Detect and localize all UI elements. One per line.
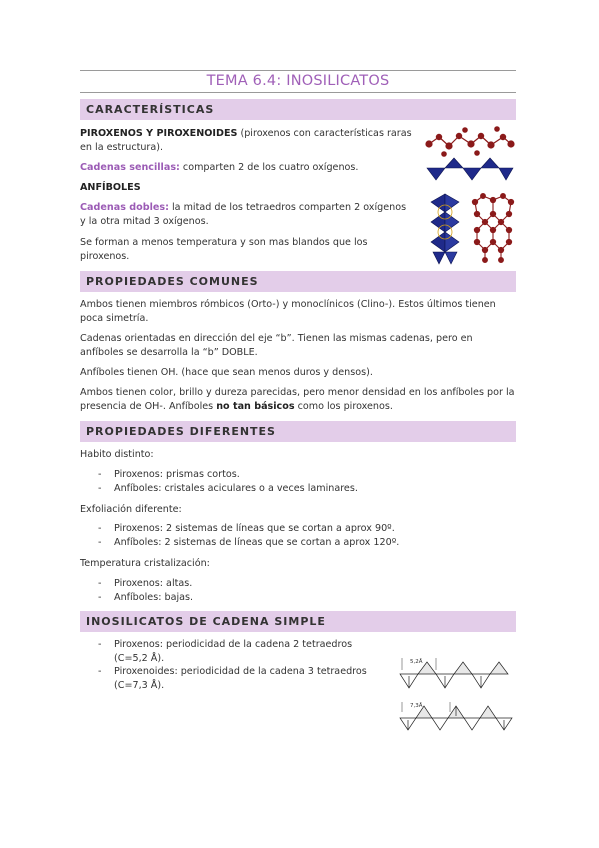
single-chain-tetrahedra: [427, 158, 513, 180]
paragraph-comunes-4: [80, 386, 516, 413]
double-chain-tetrahedra: [431, 194, 459, 264]
paragraph-anfiboles: [80, 181, 416, 195]
comunes-4-pre: Ambos tienen color, brillo y dureza parecidas, pero menor densidad en los anfíboles por la presencia de OH-. Anfíboles: [80, 387, 515, 412]
double-chain-atoms: [472, 194, 513, 263]
paragraph-comunes-3: Anfíboles tienen OH. (hace que sean menos duros y densos).: [80, 367, 373, 378]
chain-periodicity-figure: [398, 652, 516, 734]
piroxenos-bold: PIROXENOS Y PIROXENOIDES: [80, 128, 238, 139]
piroxeno-chain: [400, 662, 508, 688]
section-heading-caracteristicas: CARACTERÍSTICAS: [80, 99, 516, 120]
section-heading-diferentes: PROPIEDADES DIFERENTES: [80, 421, 516, 442]
paragraph-piroxenos: [80, 127, 416, 154]
comunes-4-post: como los piroxenos.: [294, 400, 393, 412]
anfiboles-bold: ANFÍBOLES: [80, 182, 141, 193]
list-item: - Piroxenoides: periodicidad de la cadena 3 tetraedros (C=7,3 Å).: [80, 665, 380, 692]
title-rule-bottom: [80, 92, 516, 93]
habito-list: [80, 468, 516, 495]
list-item: - Piroxenos: altas.: [80, 577, 516, 591]
piroxenoide-chain: [400, 706, 512, 730]
paragraph-comunes-1: Ambos tienen miembros rómbicos (Orto-) y monoclínicos (Clino-). Estos últimos tienen poca simetría.: [80, 299, 496, 324]
habito-label: Habito distinto:: [80, 449, 154, 460]
cadenas-sencillas-label: Cadenas sencillas:: [80, 162, 180, 173]
list-item: - Piroxenos: periodicidad de la cadena 2 tetraedros (C=5,2 Å).: [80, 638, 380, 665]
paragraph-formacion: Se forman a menos temperatura y son mas blandos que los piroxenos.: [80, 237, 368, 262]
list-item: - Piroxenos: prismas cortos.: [80, 468, 516, 482]
page-title: TEMA 6.4: INOSILICATOS: [206, 73, 390, 89]
paragraph-cadenas-sencillas: [80, 161, 416, 175]
list-item: - Anfíboles: 2 sistemas de líneas que se cortan a aprox 120º.: [80, 536, 516, 550]
paragraph-cadenas-dobles: [80, 201, 410, 228]
piroxenos-rest: (piroxenos con características raras en la estructura).: [80, 128, 412, 153]
title-rule-top: [80, 70, 516, 71]
section-heading-comunes: PROPIEDADES COMUNES: [80, 271, 516, 292]
list-item: - Anfíboles: bajas.: [80, 591, 516, 605]
temperatura-list: [80, 577, 516, 604]
periodicity-label-2: 7,3Å: [410, 703, 423, 709]
exfoliacion-list: [80, 522, 516, 549]
paragraph-comunes-2: Cadenas orientadas en dirección del eje “b”. Tienen las mismas cadenas, pero en anfíboles se desarrolla la “b” DOBLE.: [80, 333, 473, 358]
chain-structure-figure: [425, 124, 515, 266]
temperatura-label: Temperatura cristalización:: [80, 558, 210, 569]
cadenas-dobles-label: Cadenas dobles:: [80, 202, 169, 213]
list-item: - Piroxenos: 2 sistemas de líneas que se cortan a aprox 90º.: [80, 522, 516, 536]
single-chain-atoms: [426, 127, 514, 156]
cadena-simple-list: [80, 638, 380, 692]
list-item: - Anfíboles: cristales aciculares o a veces laminares.: [80, 482, 516, 496]
exfoliacion-label: Exfoliación diferente:: [80, 504, 182, 515]
cadenas-sencillas-text: comparten 2 de los cuatro oxígenos.: [179, 162, 359, 173]
section-heading-cadena-simple: INOSILICATOS DE CADENA SIMPLE: [80, 611, 516, 632]
periodicity-label-1: 5,2Å: [410, 659, 423, 665]
comunes-4-bold: no tan básicos: [216, 400, 295, 412]
cadenas-dobles-text: la mitad de los tetraedros comparten 2 oxígenos y la otra mitad 3 oxígenos.: [80, 202, 407, 227]
